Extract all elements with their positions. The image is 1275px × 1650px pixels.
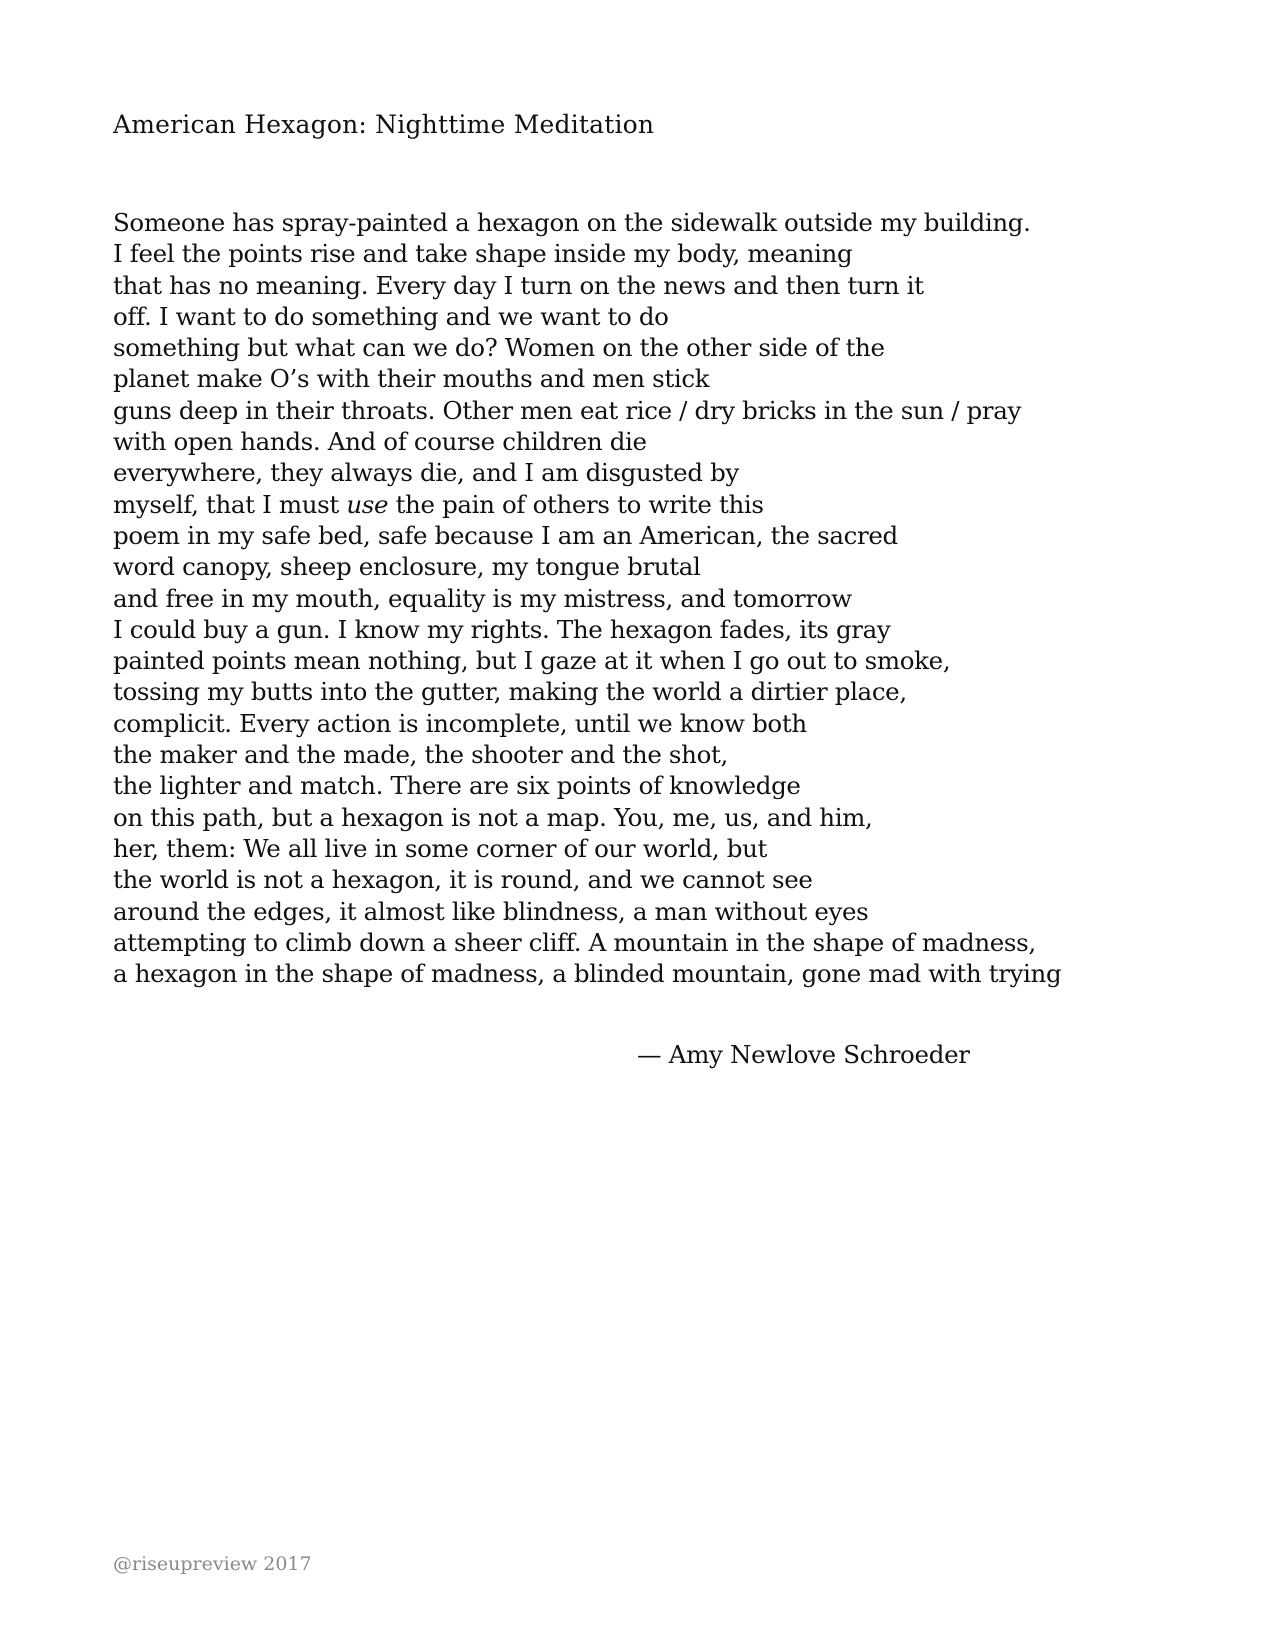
poem-line: off. I want to do something and we want to do	[113, 301, 669, 331]
poem-line: planet make O’s with their mouths and men stick	[113, 364, 710, 394]
author-attribution: — Amy Newlove Schroeder	[637, 1040, 970, 1069]
poem-line-part: the pain of others to write this	[388, 489, 764, 519]
poem-line: the world is not a hexagon, it is round, and we cannot see	[113, 865, 813, 895]
footer-credit: @riseupreview 2017	[113, 1553, 312, 1575]
poem-line-with-italic	[113, 489, 1253, 520]
poem-line: tossing my butts into the gutter, making the world a dirtier place,	[113, 677, 907, 707]
poem-line: something but what can we do? Women on the other side of the	[113, 333, 885, 363]
poem-line: with open hands. And of course children die	[113, 427, 647, 457]
poem-line: everywhere, they always die, and I am disgusted by	[113, 458, 739, 488]
poem-line: guns deep in their throats. Other men eat rice / dry bricks in the sun / pray	[113, 395, 1021, 425]
poem-line: a hexagon in the shape of madness, a blinded mountain, gone mad with trying	[113, 959, 1062, 989]
poem-line: I feel the points rise and take shape inside my body, meaning	[113, 239, 853, 269]
poem-line: around the edges, it almost like blindness, a man without eyes	[113, 896, 869, 926]
poem-line: attempting to climb down a sheer cliff. A mountain in the shape of madness,	[113, 927, 1036, 957]
poem-line: poem in my safe bed, safe because I am an American, the sacred	[113, 520, 898, 550]
poem-line: that has no meaning. Every day I turn on the news and then turn it	[113, 270, 924, 300]
poem-line: complicit. Every action is incomplete, until we know both	[113, 708, 807, 738]
poem-line: I could buy a gun. I know my rights. The hexagon fades, its gray	[113, 614, 891, 644]
poem-line: on this path, but a hexagon is not a map. You, me, us, and him,	[113, 802, 873, 832]
poem-line: and free in my mouth, equality is my mistress, and tomorrow	[113, 583, 852, 613]
poem-line: Someone has spray-painted a hexagon on the sidewalk outside my building.	[113, 208, 1031, 237]
poem-line: the maker and the made, the shooter and the shot,	[113, 740, 728, 770]
poem-title: American Hexagon: Nighttime Meditation	[113, 110, 655, 139]
poem-line: the lighter and match. There are six points of knowledge	[113, 771, 801, 801]
poem-body	[113, 207, 1253, 989]
poem-line: painted points mean nothing, but I gaze at it when I go out to smoke,	[113, 646, 951, 676]
poem-line: word canopy, sheep enclosure, my tongue brutal	[113, 552, 701, 582]
poem-line: her, them: We all live in some corner of our world, but	[113, 833, 768, 863]
italic-word: use	[346, 489, 389, 519]
poem-line-part: myself, that I must	[113, 489, 347, 519]
